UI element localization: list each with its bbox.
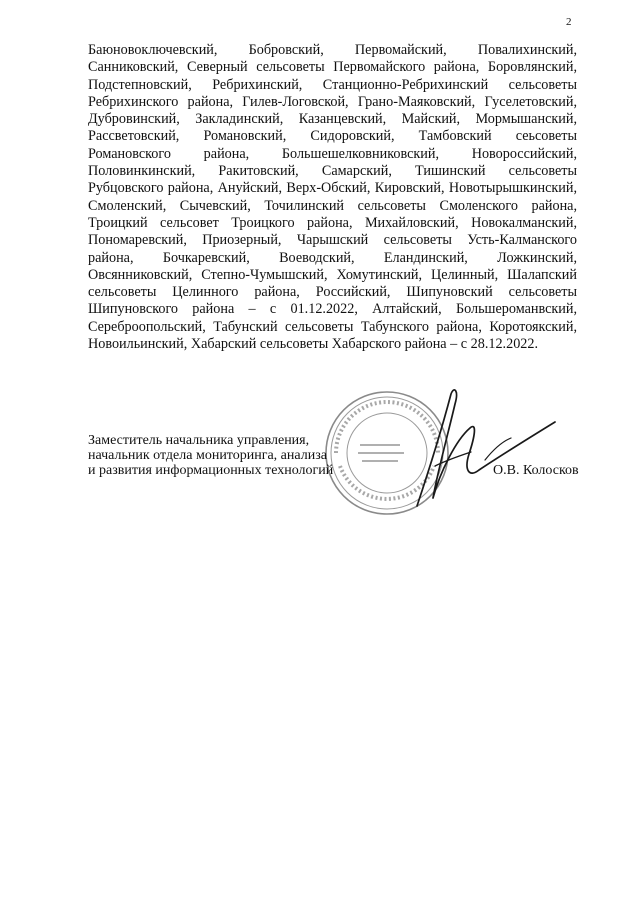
signer-name: О.В. Колосков [493,463,579,478]
signer-title-line: Заместитель начальника управления, [88,433,310,448]
page-number: 2 [566,16,572,28]
signer-title [88,433,333,478]
body-paragraph: Баюновоключевский, Бобровский, Первомайский, Повалихинский, Санниковский, Северный сельсоветы Первомайского района, Боровлянский, Подстепновский, Ребрихинский, Станционно-Ребрихинский сельсоветы Ребрихинского района, Гилев-Логовской, Грано-Маяковский, Гуселетовский, Дубровинский, Закладинский, Казанцевский, Майский, Мормышанский, Рассветовский, Романовский, Сидоровский, Тамбовский сеьсоветы Романовского района, Большешелковниковский, Новороссийский, Половинкинский, Ракитовский, Самарский, Тишинский сельсоветы Рубцовского района, Ануйский, Верх-Обский, Кировский, Новотырышкинский, Смоленский, Сычевский, Точилинский сельсоветы Смоленского района, Троицкий сельсовет Троицкого района, Михайловский, Новокалманский, Пономаревский, Приозерный, Чарышский сельсоветы Усть-Калманского района, Бочкаревский, Воеводский, Еландинский, Ложкинский, Овсянниковский, Степно-Чумышский, Хомутинский, Целинный, Шалапский сельсоветы Целинного района, Российский, Шипуновский сельсоветы Шипуновского района – с 01.12.2022, Алтайский, Большероманвский, Сереброопольский, Табунский сельсоветы Табунского района, Коротоякский, Новоильинский, Хабарский сельсоветы Хабарского района – с 28.12.2022. [88,42,577,353]
handwritten-signature-icon [393,380,558,520]
signer-title-line: и развития информационных технологий [88,463,334,478]
signer-title-line: начальник отдела мониторинга, анализа [88,448,327,463]
